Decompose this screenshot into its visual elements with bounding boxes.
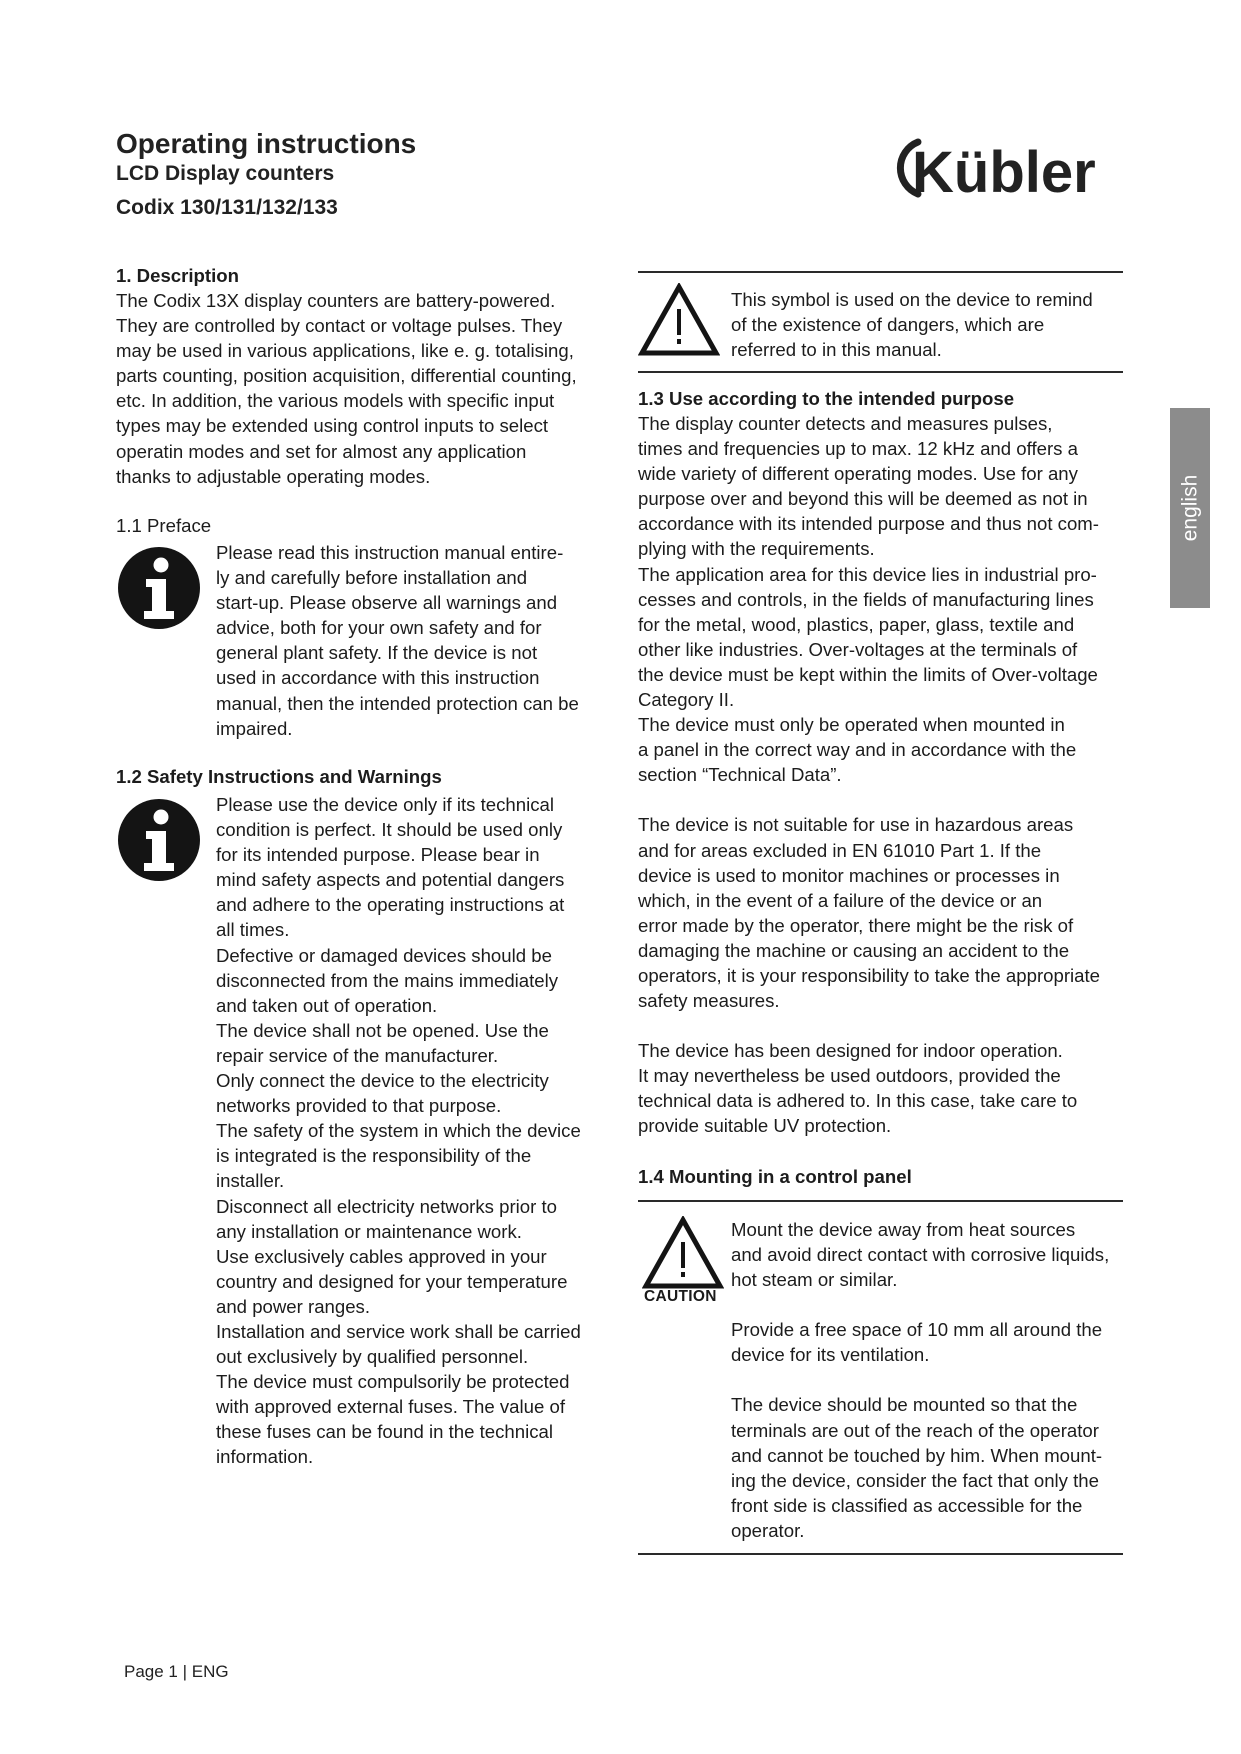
caution-label: CAUTION [644,1288,717,1305]
safety-text [216,792,636,1470]
page-footer: Page 1 | ENG [124,1662,229,1681]
preface-line: impaired. [216,717,293,739]
hazard-line: and for areas excluded in EN 61010 Part 1. If the [638,839,1042,861]
mounting-line: device for its ventilation. [731,1344,930,1366]
paragraph-gap [638,1013,1138,1038]
safety-line: any installation or maintenance work. [216,1220,522,1242]
safety-line: country and designed for your temperature [216,1270,568,1292]
indoor-line: The device has been designed for indoor operation. [638,1040,1063,1062]
symbol-note-line: This symbol is used on the device to remind [731,289,1093,310]
intended-use-line: wide variety of different operating modes. Use for any [638,463,1078,485]
preface-line: start-up. Please observe all warnings and [216,592,558,614]
safety-line: information. [216,1446,314,1468]
intended-use-line: The display counter detects and measures pulses, [638,413,1053,434]
safety-line: The device shall not be opened. Use the [216,1019,549,1041]
safety-line: installer. [216,1170,285,1192]
model-name: Codix 130/131/132/133 [116,196,338,219]
intended-use-line: section “Technical Data”. [638,764,842,786]
description-line: operatin modes and set for almost any application [116,440,527,462]
mounting-heading-wrap [638,1164,1138,1189]
intended-use-line: accordance with its intended purpose and thus not com- [638,513,1099,535]
indoor-line: It may nevertheless be used outdoors, provided the [638,1065,1061,1087]
safety-line: Defective or damaged devices should be [216,944,552,966]
intended-use-line: plying with the requirements. [638,538,875,560]
intended-use-heading: 1.3 Use according to the intended purpose [638,388,1015,409]
safety-line: Please use the device only if its technical [216,794,554,815]
safety-line: and adhere to the operating instructions at [216,894,565,916]
intended-use-line: cesses and controls, in the fields of manufacturing lines [638,588,1094,610]
mounting-line: The device should be mounted so that the [731,1394,1078,1416]
intended-use-line: The device must only be operated when mounted in [638,714,1065,736]
intended-use-line: purpose over and beyond this will be deemed as not in [638,488,1088,510]
intended-use-line: the device must be kept within the limits of Over-voltage [638,663,1098,685]
mounting-line: terminals are out of the reach of the operator [731,1419,1099,1441]
kubler-logo [888,128,1133,208]
paragraph-gap [731,1292,1131,1317]
description-line: etc. In addition, the various models with specific input [116,390,555,412]
safety-line: and power ranges. [216,1295,371,1317]
mounting-line: and cannot be touched by him. When mount- [731,1444,1103,1466]
description-line: types may be extended using control inputs to select [116,415,549,437]
paragraph-gap [638,787,1138,812]
intended-use-line: for the metal, wood, plastics, paper, glass, textile and [638,613,1075,635]
page-title: Operating instructions [116,128,417,159]
intended-use-line: a panel in the correct way and in accordance with the [638,739,1077,761]
hazard-line: damaging the machine or causing an accident to the [638,939,1070,961]
safety-line: The device must compulsorily be protected [216,1371,570,1393]
description-line: The Codix 13X display counters are battery-powered. [116,290,556,311]
safety-line: networks provided to that purpose. [216,1095,502,1117]
safety-line: condition is perfect. It should be used only [216,819,563,841]
safety-line: Installation and service work shall be carried [216,1320,581,1342]
intended-use-section [638,386,1138,1139]
safety-line: repair service of the manufacturer. [216,1044,499,1066]
intended-use-line: Category II. [638,689,735,711]
intended-use-line: The application area for this device lies in industrial pro- [638,563,1097,585]
hazard-line: safety measures. [638,990,780,1012]
mounting-heading: 1.4 Mounting in a control panel [638,1166,912,1187]
mounting-line: Mount the device away from heat sources [731,1219,1076,1240]
divider-line [638,371,1123,373]
safety-line: disconnected from the mains immediately [216,969,559,991]
mounting-line: Provide a free space of 10 mm all around the [731,1319,1103,1341]
safety-line: out exclusively by qualified personnel. [216,1346,529,1368]
preface-line: manual, then the intended protection can be [216,692,579,714]
safety-line: these fuses can be found in the technical [216,1421,553,1443]
mounting-line: and avoid direct contact with corrosive liquids, [731,1244,1110,1266]
info-icon [116,797,202,883]
language-tab[interactable] [1170,408,1210,608]
symbol-note-line: of the existence of dangers, which are [731,314,1045,336]
hazard-line: operators, it is your responsibility to take the appropriate [638,964,1100,986]
mounting-text [731,1217,1131,1543]
safety-line: Use exclusively cables approved in your [216,1245,547,1267]
safety-line: and taken out of operation. [216,994,438,1016]
divider-line [638,1200,1123,1202]
mounting-line: operator. [731,1519,805,1541]
safety-heading [116,764,442,789]
mounting-line: ing the device, consider the fact that only the [731,1469,1099,1491]
preface-line: Please read this instruction manual entire- [216,542,564,563]
info-icon [116,545,202,631]
preface-text [216,540,636,741]
safety-line: mind safety aspects and potential dangers [216,869,565,891]
mounting-line: hot steam or similar. [731,1269,898,1291]
preface-line: ly and carefully before installation and [216,567,528,589]
divider-line [638,271,1123,273]
description-line: They are controlled by contact or voltage pulses. They [116,315,563,337]
safety-line: all times. [216,919,290,941]
safety-heading-text: 1.2 Safety Instructions and Warnings [116,766,442,787]
preface-line: used in accordance with this instruction [216,667,540,689]
intended-use-line: other like industries. Over-voltages at the terminals of [638,638,1078,660]
description-heading: 1. Description [116,265,239,286]
safety-line: Only connect the device to the electricity [216,1070,549,1092]
mounting-line: front side is classified as accessible for the [731,1494,1083,1516]
description-line: may be used in various applications, like e. g. totalising, [116,340,574,362]
hazard-line: device is used to monitor machines or processes in [638,864,1060,886]
page-subtitle: LCD Display counters [116,162,335,185]
description-line: parts counting, position acquisition, differential counting, [116,365,577,387]
safety-line: is integrated is the responsibility of the [216,1145,532,1167]
hazard-line: which, in the event of a failure of the device or an [638,889,1043,911]
hazard-line: error made by the operator, there might be the risk of [638,914,1074,936]
preface-line: advice, both for your own safety and for [216,617,542,639]
safety-line: The safety of the system in which the device [216,1120,581,1142]
caution-triangle-icon [642,1216,724,1290]
svg-text:Kübler: Kübler [912,140,1096,205]
symbol-note [731,287,1131,362]
safety-line: Disconnect all electricity networks prior to [216,1195,558,1217]
preface-heading: 1.1 Preface [116,515,212,536]
intended-use-line: times and frequencies up to max. 12 kHz and offers a [638,438,1078,460]
hazard-line: The device is not suitable for use in hazardous areas [638,814,1074,836]
indoor-line: technical data is adhered to. In this case, take care to [638,1090,1078,1112]
safety-line: with approved external fuses. The value of [216,1396,566,1418]
description-section [116,263,626,489]
language-tab-label: english [1178,474,1201,542]
safety-line: for its intended purpose. Please bear in [216,844,540,866]
description-line: thanks to adjustable operating modes. [116,465,431,487]
symbol-note-line: referred to in this manual. [731,339,942,361]
paragraph-gap [731,1367,1131,1392]
indoor-line: provide suitable UV protection. [638,1115,892,1137]
preface-line: general plant safety. If the device is not [216,642,538,664]
warning-triangle-icon [638,283,720,357]
divider-line [638,1553,1123,1555]
